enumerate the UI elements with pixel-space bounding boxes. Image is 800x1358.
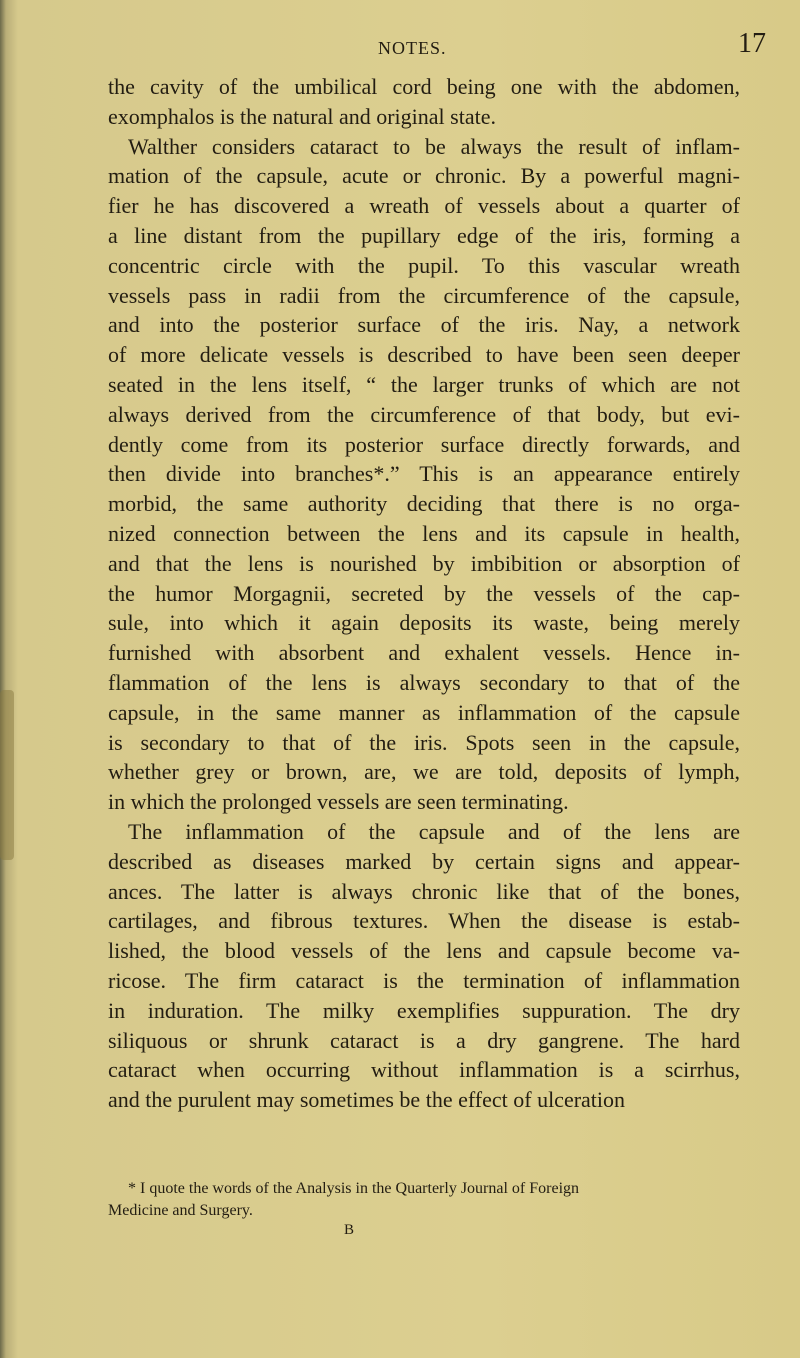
text-line: and the purulent may sometimes be the effect of ulceration bbox=[108, 1087, 626, 1113]
text-line: seated in the lens itself, “ the larger trunks of which are not bbox=[108, 371, 740, 397]
running-title: NOTES. bbox=[378, 38, 447, 58]
signature-mark: B bbox=[344, 1222, 355, 1238]
page-stain bbox=[0, 690, 14, 860]
text-line: capsule, in the same manner as inflammation of the capsule bbox=[108, 699, 740, 725]
text-line: mation of the capsule, acute or chronic. By a powerful magni- bbox=[108, 163, 740, 189]
text-line: is secondary to that of the iris. Spots seen in the capsule, bbox=[108, 729, 740, 755]
text-line: fier he has discovered a wreath of vessels about a quarter of bbox=[108, 193, 740, 219]
footnote-line: Medicine and Surgery. bbox=[108, 1202, 253, 1219]
text-line: ances. The latter is always chronic like that of the bones, bbox=[108, 878, 740, 904]
text-line: vessels pass in radii from the circumference of the capsule, bbox=[108, 282, 740, 308]
text-line: Walther considers cataract to be always the result of inflam- bbox=[128, 133, 740, 159]
text-line: morbid, the same authority deciding that there is no orga- bbox=[108, 491, 740, 517]
text-line: furnished with absorbent and exhalent vessels. Hence in- bbox=[108, 640, 740, 666]
text-line: then divide into branches*.” This is an appearance entirely bbox=[108, 461, 740, 487]
text-line: dently come from its posterior surface directly forwards, and bbox=[108, 431, 740, 457]
text-line: concentric circle with the pupil. To this vascular wreath bbox=[108, 252, 740, 278]
footnote-line: * I quote the words of the Analysis in the Quarterly Journal of Foreign bbox=[128, 1180, 580, 1197]
text-line: the humor Morgagnii, secreted by the vessels of the cap- bbox=[108, 580, 740, 606]
text-line: cartilages, and fibrous textures. When the disease is estab- bbox=[108, 908, 740, 934]
text-line: exomphalos is the natural and original state. bbox=[108, 103, 496, 129]
text-line: and into the posterior surface of the iris. Nay, a network bbox=[108, 312, 740, 338]
text-line: The inflammation of the capsule and of the lens are bbox=[128, 818, 740, 844]
text-line: nized connection between the lens and its capsule in health, bbox=[108, 520, 740, 546]
page-number: 17 bbox=[738, 28, 766, 59]
text-line: whether grey or brown, are, we are told, deposits of lymph, bbox=[108, 759, 740, 785]
text-line: in which the prolonged vessels are seen terminating. bbox=[108, 789, 569, 815]
text-line: lished, the blood vessels of the lens and capsule become va- bbox=[108, 938, 740, 964]
text-line: and that the lens is nourished by imbibition or absorption of bbox=[108, 550, 740, 576]
text-line: cataract when occurring without inflammation is a scirrhus, bbox=[108, 1057, 740, 1083]
text-line: the cavity of the umbilical cord being one with the abdomen, bbox=[108, 74, 740, 99]
text-line: always derived from the circumference of that body, but evi- bbox=[108, 401, 740, 427]
text-line: of more delicate vessels is described to have been seen deeper bbox=[108, 342, 740, 368]
text-line: sule, into which it again deposits its waste, being merely bbox=[108, 610, 740, 636]
text-line: ricose. The firm cataract is the termination of inflammation bbox=[108, 967, 740, 993]
text-line: described as diseases marked by certain signs and appear- bbox=[108, 848, 740, 874]
text-line: siliquous or shrunk cataract is a dry gangrene. The hard bbox=[108, 1027, 740, 1053]
text-line: a line distant from the pupillary edge of the iris, forming a bbox=[108, 222, 740, 248]
text-line: in induration. The milky exemplifies suppuration. The dry bbox=[108, 997, 740, 1023]
text-line: flammation of the lens is always secondary to that of the bbox=[108, 669, 740, 695]
footnote bbox=[108, 1178, 740, 1222]
body-text bbox=[108, 72, 740, 1115]
